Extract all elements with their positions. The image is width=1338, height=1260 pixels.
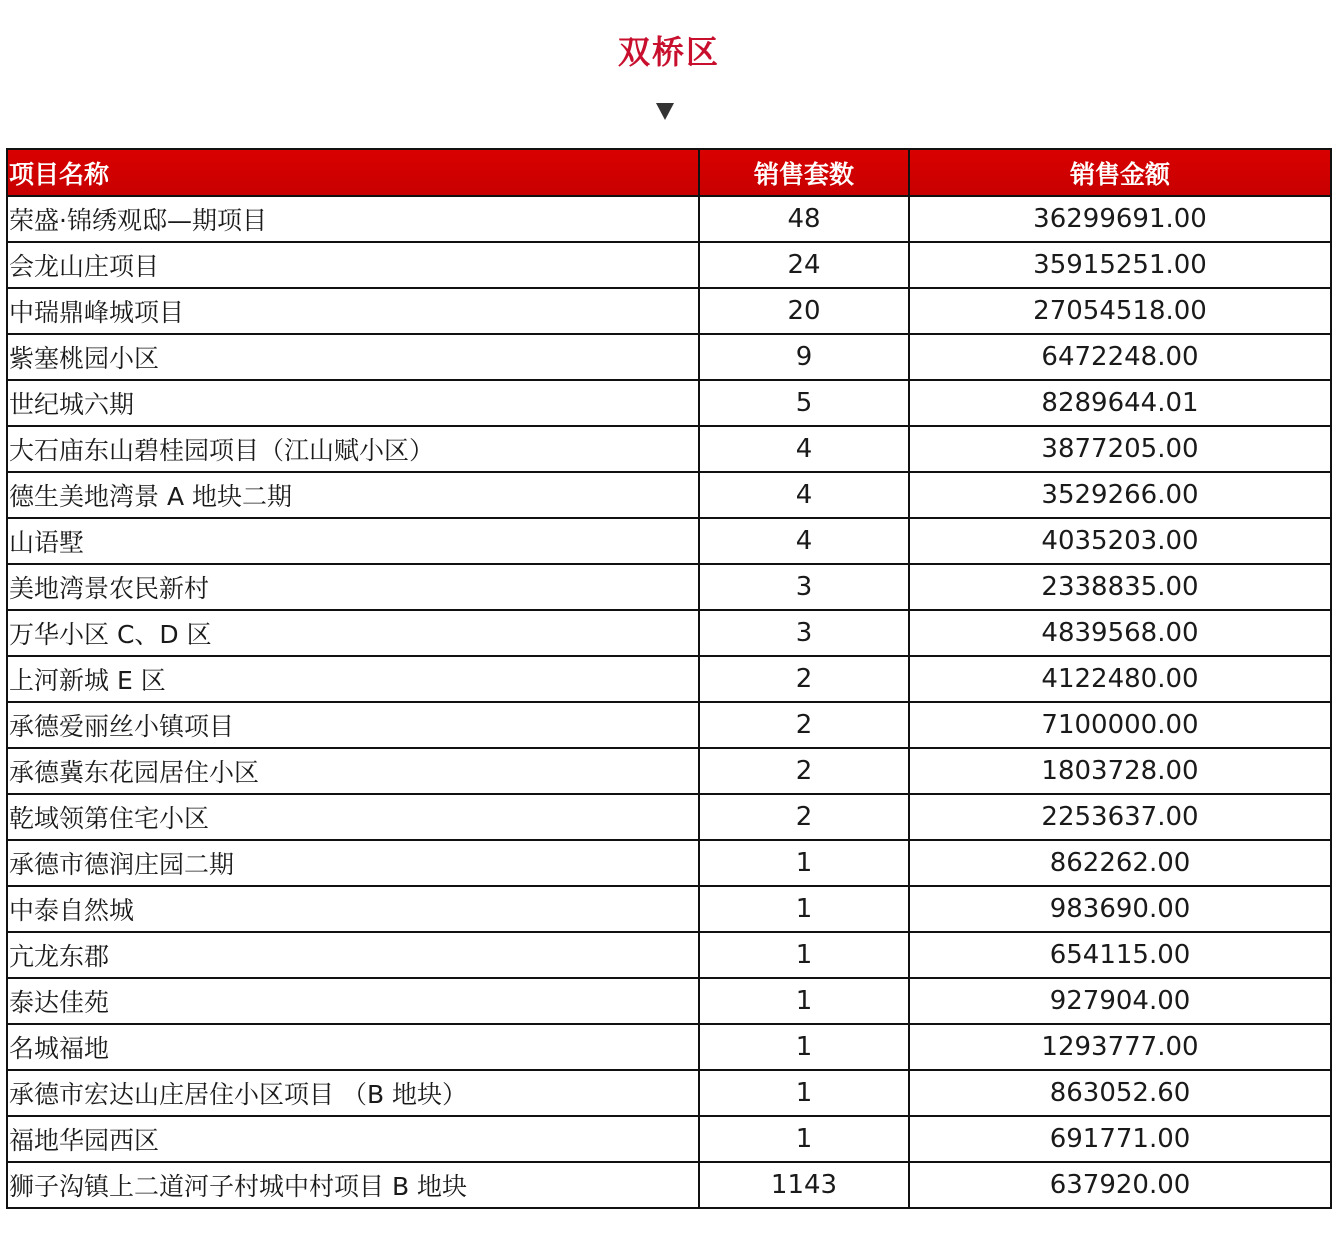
- sales-table: [6, 148, 1332, 1209]
- units-sold-cell: 1: [699, 978, 909, 1024]
- table-row: [7, 380, 1331, 426]
- table-row: [7, 1024, 1331, 1070]
- down-triangle-icon: [656, 103, 674, 120]
- project-name-cell: 名城福地: [7, 1024, 699, 1070]
- units-sold-cell: 1: [699, 1116, 909, 1162]
- units-sold-cell: 1: [699, 1070, 909, 1116]
- table-row: [7, 748, 1331, 794]
- project-name-cell: 承德市德润庄园二期: [7, 840, 699, 886]
- project-name-cell: 承德爱丽丝小镇项目: [7, 702, 699, 748]
- units-sold-cell: 9: [699, 334, 909, 380]
- project-name-cell: 美地湾景农民新村: [7, 564, 699, 610]
- table-row: [7, 196, 1331, 242]
- sales-amount-cell: 6472248.00: [909, 334, 1331, 380]
- units-sold-cell: 1: [699, 1024, 909, 1070]
- sales-amount-cell: 2253637.00: [909, 794, 1331, 840]
- project-name-cell: 上河新城 E 区: [7, 656, 699, 702]
- units-sold-cell: 5: [699, 380, 909, 426]
- sales-amount-cell: 927904.00: [909, 978, 1331, 1024]
- project-name-cell: 中瑞鼎峰城项目: [7, 288, 699, 334]
- project-name-cell: 山语墅: [7, 518, 699, 564]
- sales-amount-cell: 8289644.01: [909, 380, 1331, 426]
- table-row: [7, 886, 1331, 932]
- table-row: [7, 1162, 1331, 1208]
- project-name-cell: 万华小区 C、D 区: [7, 610, 699, 656]
- table-header-row: [7, 149, 1331, 196]
- units-sold-cell: 2: [699, 702, 909, 748]
- units-sold-cell: 4: [699, 472, 909, 518]
- table-row: [7, 840, 1331, 886]
- sales-amount-cell: 637920.00: [909, 1162, 1331, 1208]
- sales-amount-cell: 3877205.00: [909, 426, 1331, 472]
- header-sales-amount: 销售金额: [909, 149, 1331, 196]
- project-name-cell: 乾域领第住宅小区: [7, 794, 699, 840]
- table-row: [7, 518, 1331, 564]
- table-row: [7, 1116, 1331, 1162]
- sales-amount-cell: 862262.00: [909, 840, 1331, 886]
- table-row: [7, 610, 1331, 656]
- project-name-cell: 世纪城六期: [7, 380, 699, 426]
- sales-amount-cell: 36299691.00: [909, 196, 1331, 242]
- table-row: [7, 242, 1331, 288]
- sales-amount-cell: 2338835.00: [909, 564, 1331, 610]
- sales-amount-cell: 3529266.00: [909, 472, 1331, 518]
- sales-amount-cell: 1293777.00: [909, 1024, 1331, 1070]
- project-name-cell: 福地华园西区: [7, 1116, 699, 1162]
- units-sold-cell: 4: [699, 426, 909, 472]
- sales-amount-cell: 35915251.00: [909, 242, 1331, 288]
- project-name-cell: 紫塞桃园小区: [7, 334, 699, 380]
- table-row: [7, 656, 1331, 702]
- units-sold-cell: 48: [699, 196, 909, 242]
- district-title: 双桥区: [617, 33, 720, 71]
- units-sold-cell: 1: [699, 840, 909, 886]
- project-name-cell: 大石庙东山碧桂园项目（江山赋小区）: [7, 426, 699, 472]
- sales-amount-cell: 4839568.00: [909, 610, 1331, 656]
- table-row: [7, 702, 1331, 748]
- units-sold-cell: 1143: [699, 1162, 909, 1208]
- table-row: [7, 1070, 1331, 1116]
- project-name-cell: 承德冀东花园居住小区: [7, 748, 699, 794]
- sales-amount-cell: 654115.00: [909, 932, 1331, 978]
- sales-amount-cell: 983690.00: [909, 886, 1331, 932]
- project-name-cell: 会龙山庄项目: [7, 242, 699, 288]
- units-sold-cell: 3: [699, 564, 909, 610]
- project-name-cell: 荣盛·锦绣观邸—期项目: [7, 196, 699, 242]
- project-name-cell: 中泰自然城: [7, 886, 699, 932]
- units-sold-cell: 3: [699, 610, 909, 656]
- header-units-sold: 销售套数: [699, 149, 909, 196]
- table-row: [7, 334, 1331, 380]
- units-sold-cell: 20: [699, 288, 909, 334]
- project-name-cell: 狮子沟镇上二道河子村城中村项目 B 地块: [7, 1162, 699, 1208]
- sales-amount-cell: 4122480.00: [909, 656, 1331, 702]
- project-name-cell: 亢龙东郡: [7, 932, 699, 978]
- units-sold-cell: 2: [699, 794, 909, 840]
- sales-amount-cell: 1803728.00: [909, 748, 1331, 794]
- project-name-cell: 泰达佳苑: [7, 978, 699, 1024]
- units-sold-cell: 1: [699, 932, 909, 978]
- units-sold-cell: 2: [699, 748, 909, 794]
- sales-amount-cell: 4035203.00: [909, 518, 1331, 564]
- table-row: [7, 794, 1331, 840]
- sales-amount-cell: 691771.00: [909, 1116, 1331, 1162]
- units-sold-cell: 2: [699, 656, 909, 702]
- sales-amount-cell: 863052.60: [909, 1070, 1331, 1116]
- units-sold-cell: 4: [699, 518, 909, 564]
- table-body: [7, 196, 1331, 1208]
- table-row: [7, 932, 1331, 978]
- table-row: [7, 564, 1331, 610]
- project-name-cell: 承德市宏达山庄居住小区项目 （B 地块）: [7, 1070, 699, 1116]
- sales-amount-cell: 7100000.00: [909, 702, 1331, 748]
- units-sold-cell: 24: [699, 242, 909, 288]
- table-row: [7, 978, 1331, 1024]
- header-project-name: 项目名称: [7, 149, 699, 196]
- project-name-cell: 德生美地湾景 A 地块二期: [7, 472, 699, 518]
- units-sold-cell: 1: [699, 886, 909, 932]
- sales-amount-cell: 27054518.00: [909, 288, 1331, 334]
- table-row: [7, 426, 1331, 472]
- table-row: [7, 472, 1331, 518]
- table-row: [7, 288, 1331, 334]
